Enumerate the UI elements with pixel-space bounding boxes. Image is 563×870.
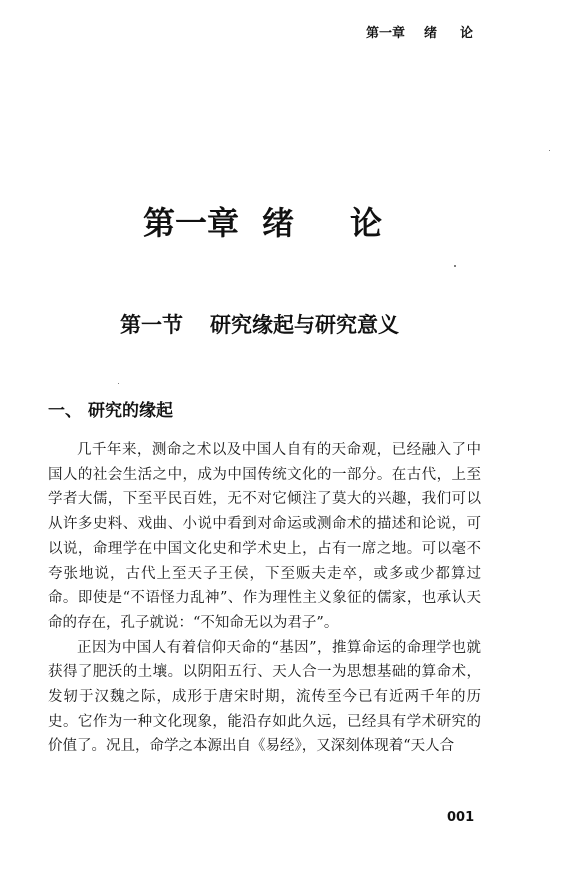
- running-header-title-part2: 论: [460, 26, 474, 41]
- section-title-text: 研究缘起与研究意义: [210, 313, 399, 337]
- page-number: 001: [447, 810, 475, 825]
- chapter-title-part1: 绪: [262, 204, 295, 242]
- chapter-title: [0, 198, 563, 248]
- body-text: [48, 438, 481, 759]
- chapter-label: 第一章: [143, 204, 240, 242]
- subsection-number: 一、: [48, 401, 82, 421]
- running-header-title-part1: 绪: [424, 26, 438, 41]
- section-title: [0, 309, 563, 341]
- section-label: 第一节: [120, 313, 183, 337]
- scan-speck: [454, 265, 456, 267]
- running-header: [366, 22, 526, 44]
- paragraph: 正因为中国人有着信仰天命的“基因”，推算命运的命理学也就获得了肥沃的土壤。以阴阳五行、天人合一为思想基础的算命术，发轫于汉魏之际，成形于唐宋时期，流传至今已有近两千年的历史。它作为一种文化现象，能沿存如此久远，已经具有学术研究的价值了。况且，命学之本源出自《易经》，又深刻体现着“天人合: [48, 639, 481, 755]
- scan-speck: [549, 150, 550, 151]
- subsection-title-text: 研究的缘起: [88, 401, 173, 421]
- paragraph: 几千年来，测命之术以及中国人自有的天命观，已经融入了中国人的社会生活之中，成为中国传统文化的一部分。在古代，上至学者大儒，下至平民百姓，无不对它倾注了莫大的兴趣，我们可以从许多史料、戏曲、小说中看到对命运或测命术的描述和论说，可以说，命理学在中国文化史和学术史上，占有一席之地。可以毫不夸张地说，古代上至天子王侯，下至贩夫走卒，或多或少都算过命。即使是“不语怪力乱神”、作为理性主义象征的儒家，也承认天命的存在，孔子就说：“不知命无以为君子”。: [48, 442, 481, 631]
- chapter-title-part2: 论: [350, 204, 383, 242]
- scan-speck: [118, 383, 119, 384]
- running-header-chapter: 第一章: [366, 26, 406, 41]
